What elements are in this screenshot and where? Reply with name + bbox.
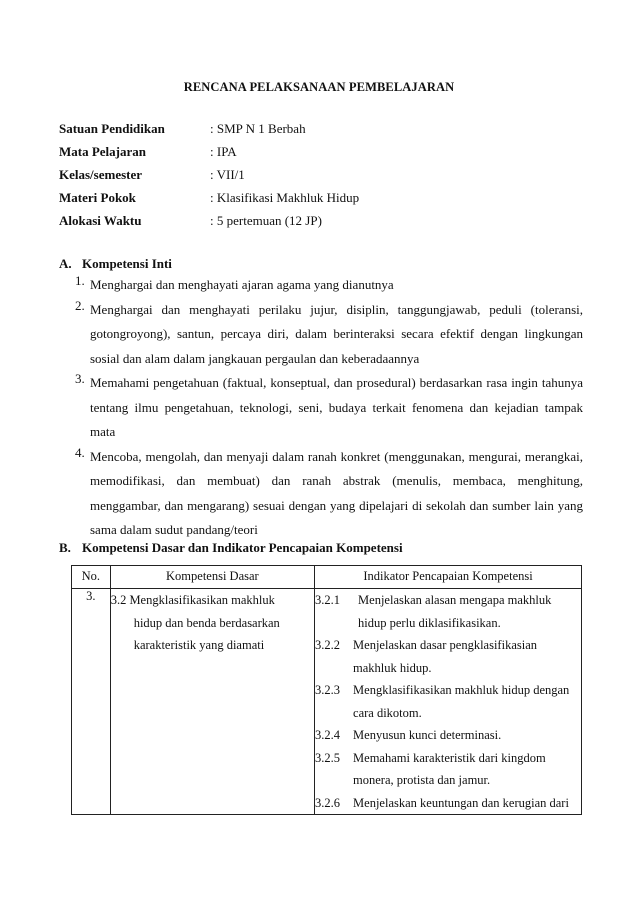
indicator-text [353,589,581,634]
text-line: cara dikotom. [353,705,422,720]
indicator-number: 3.2.6 [315,795,341,810]
list-text [90,371,583,445]
text-line: sosial dan alam dalam jangkauan pergaulan dan keberadaannya [90,350,420,366]
identity-row [59,209,599,232]
text-line: gotongroyong), santun, percaya diri, dalam berinteraksi secara efektif dengan lingkungan [90,326,583,341]
column-header-ipk: Indikator Pencapaian Kompetensi [315,566,582,589]
identity-value: : SMP N 1 Berbah [210,121,306,136]
text-line: sama dalam sudut pandang/teori [90,522,258,537]
text-line: hidup perlu diklasifikasikan. [358,615,501,630]
text-line: Memahami pengetahuan (faktual, konseptual, dan prosedural) berdasarkan rasa ingin tahunya [90,375,583,390]
text-line: Menyusun kunci determinasi. [353,728,502,742]
cell-ipk [315,589,582,815]
kd-line: hidup dan benda berdasarkan [133,615,280,630]
list-item [75,273,583,298]
indicator-text [353,634,581,679]
indicator-number: 3.2.5 [315,750,341,765]
indicator-text [353,747,581,792]
list-text [90,445,583,543]
text-line: Memahami karakteristik dari kingdom [353,750,546,765]
text-line: tentang ilmu pengetahuan, teknologi, seni, budaya terkait fenomena dan kejadian tampak [90,399,583,415]
cell-kd [110,589,314,815]
indicator-item [315,679,581,724]
text-line: Mencoba, mengolah, dan menyaji dalam ranah konkret (menggunakan, mengurai, merangkai, [90,448,583,464]
section-b-heading [59,540,403,556]
identity-value: : 5 pertemuan (12 JP) [210,213,322,228]
text-line: monera, protista dan jamur. [353,773,491,787]
kd-line: karakteristik yang diamati [133,638,265,652]
text-line: Menghargai dan menghayati ajaran agama yang dianutnya [90,277,394,292]
indicator-item [315,589,581,634]
indicator-item [315,747,581,792]
identity-row [59,117,599,140]
cell-no: 3. [72,589,111,815]
identity-label: Kelas/semester [59,167,143,182]
indicator-number: 3.2.4 [315,728,341,742]
list-number: 3. [75,371,85,386]
identity-label: Satuan Pendidikan [59,121,165,136]
indicator-item [315,792,581,815]
indicator-text [353,792,581,815]
list-number: 4. [75,444,85,460]
list-number: 2. [75,297,85,313]
kompetensi-table [71,565,582,815]
indicator-item [315,724,581,747]
text-line: menggambar, dan mengarang) sesuai dengan yang dipelajari di sekolah dan sumber lain yang [90,497,583,513]
table-row [72,589,582,815]
identity-row [59,140,599,163]
list-item [75,371,583,445]
list-item [75,445,583,543]
section-title: Kompetensi Dasar dan Indikator Pencapaian Kompetensi [82,540,403,555]
indicator-item [315,634,581,679]
identity-block [59,117,599,232]
text-line: Menjelaskan alasan mengapa makhluk [358,593,552,607]
section-a-heading [59,256,172,272]
list-number: 1. [75,273,85,288]
identity-label: Alokasi Waktu [59,213,142,228]
list-text [90,273,583,298]
list-item [75,298,583,372]
text-line: Mengklasifikasikan makhluk hidup dengan [353,683,570,697]
list-text [90,298,583,372]
indicator-text [353,679,581,724]
text-line: Menghargai dan menghayati perilaku jujur, disiplin, tanggungjawab, peduli (toleransi, [90,301,583,317]
indicator-text [353,724,581,747]
indicator-number: 3.2.1 [315,593,341,607]
identity-value: : Klasifikasi Makhluk Hidup [210,190,360,205]
identity-value: : IPA [210,144,237,159]
identity-value: : VII/1 [210,167,245,182]
column-header-kd: Kompetensi Dasar [110,566,314,589]
section-letter: A. [59,256,72,271]
section-letter: B. [59,540,71,555]
text-line: memodifikasi, dan membuat) dan ranah abstrak (menulis, membaca, menghitung, [90,473,583,488]
text-line: makhluk hidup. [353,660,432,675]
indicator-number: 3.2.3 [315,683,341,697]
column-header-no: No. [72,566,111,589]
text-line: Menjelaskan dasar pengklasifikasian [353,638,537,652]
kompetensi-inti-list [75,273,583,543]
identity-label: Mata Pelajaran [59,144,147,159]
text-line: Menjelaskan keuntungan dan kerugian dari [353,795,569,810]
kd-line: 3.2 Mengklasifikasikan makhluk [110,593,275,607]
indicator-number: 3.2.2 [315,638,341,652]
table-header-row [72,566,582,589]
identity-label: Materi Pokok [59,190,136,205]
text-line: mata [90,424,116,439]
identity-row [59,163,599,186]
section-title: Kompetensi Inti [82,256,172,271]
document-title: RENCANA PELAKSANAAN PEMBELAJARAN [183,80,455,94]
identity-row [59,186,599,209]
